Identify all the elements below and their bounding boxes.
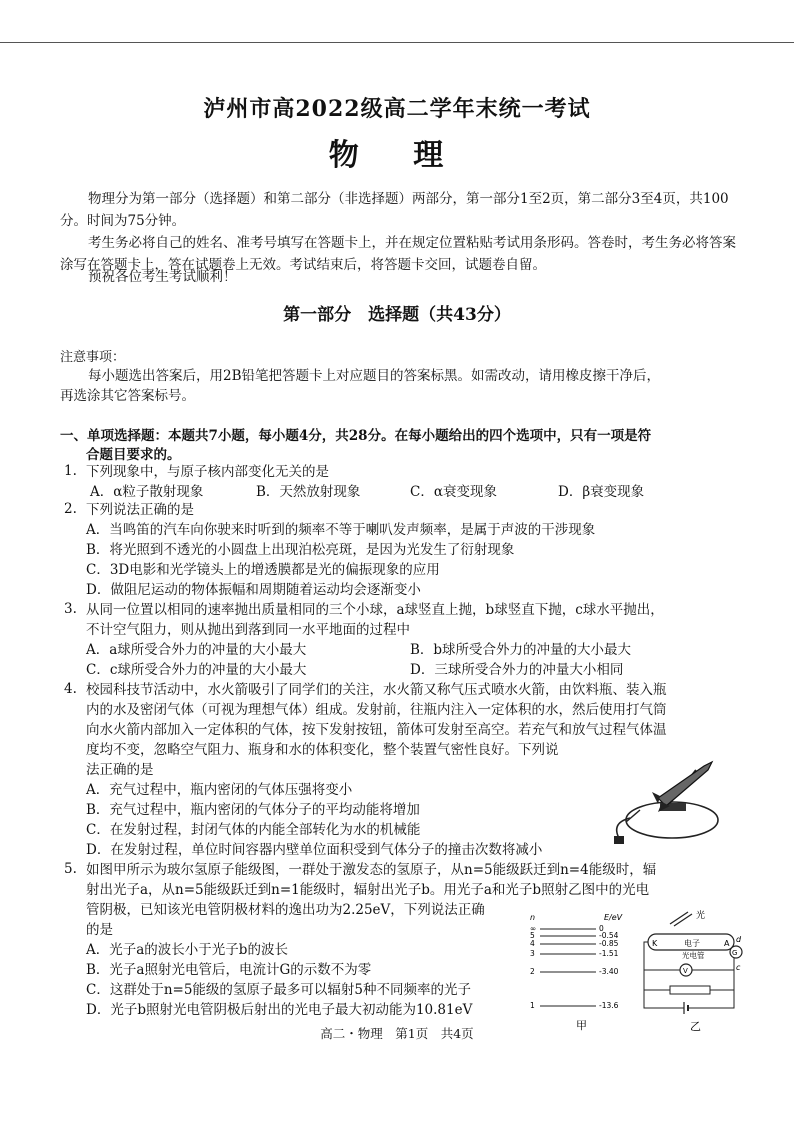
q5-stem-1: 如图甲所示为玻尔氢原子能级图，一群处于激发态的氢原子，从n=5能级跃迁到n=4能级时，辐 xyxy=(86,862,657,878)
voltmeter-label: V xyxy=(683,967,688,975)
electron-label: 电子 xyxy=(684,939,700,948)
q1-option-d: D．β衰变现象 xyxy=(558,484,645,500)
q4-option-d: D．在发射过程，单位时间容器内壁单位面积受到气体分子的撞击次数将减小 xyxy=(86,842,543,858)
q5-stem-4: 的是 xyxy=(86,922,113,938)
level-n-inf: ∞ xyxy=(530,924,537,933)
level-n-5: 5 xyxy=(530,931,535,940)
q2-option-b: B．将光照到不透光的小圆盘上出现泊松亮斑，是因为光发生了衍射现象 xyxy=(86,542,515,558)
q3-option-b: B．b球所受合外力的冲量的大小最大 xyxy=(410,642,632,658)
q2-number: 2. xyxy=(64,501,77,517)
page-footer: 高二・物理 第1页 共4页 xyxy=(320,1026,474,1041)
level-n-3: 3 xyxy=(530,949,535,958)
q3-option-c: C．c球所受合外力的冲量的大小最大 xyxy=(86,662,307,678)
figure-yi-caption: 乙 xyxy=(690,1020,701,1033)
intro-paragraph-1: 物理分为第一部分（选择题）和第二部分（非选择题）两部分，第一部分1至2页，第二部分3至4页，共100分。时间为75分钟。 xyxy=(60,191,729,229)
q5-option-a: A．光子a的波长小于光子b的波长 xyxy=(86,942,288,958)
point-c-label: c xyxy=(736,963,741,972)
q4-stem-3: 向水火箭内部加入一定体积的气体，按下发射按钮，箭体可发射至高空。若充气和放气过程气体温 xyxy=(86,722,667,738)
part1-title: 第一部分 选择题（共43分） xyxy=(283,305,511,325)
notes-line-1: 每小题选出答案后，用2B铅笔把答题卡上对应题目的答案标黑。如需改动，请用橡皮擦干净后， xyxy=(88,368,661,384)
figure-jia-caption: 甲 xyxy=(576,1019,587,1032)
level-e-inf: 0 xyxy=(599,924,604,933)
section1-line-1: 一、单项选择题：本题共7小题，每小题4分，共28分。在每小题给出的四个选项中，只有一项是符 xyxy=(60,428,652,444)
q3-number: 3. xyxy=(64,601,77,617)
notes-heading: 注意事项： xyxy=(60,350,126,365)
water-rocket-illustration xyxy=(600,748,724,850)
q4-stem-1: 校园科技节活动中，水火箭吸引了同学们的关注，水火箭又称气压式喷水火箭，由饮料瓶、装入瓶 xyxy=(86,682,667,698)
q5-option-d: D．光子b照射光电管阴极后射出的光电子最大初动能为10.81eV xyxy=(86,1002,473,1018)
intro-paragraph-3: 预祝各位考生考试顺利！ xyxy=(88,269,237,285)
q3-stem-2: 不计空气阻力，则从抛出到落到同一水平地面的过程中 xyxy=(86,622,410,638)
level-e-4: -0.85 xyxy=(599,939,619,948)
q4-number: 4. xyxy=(64,681,77,697)
notes-line-2: 再选涂其它答案标号。 xyxy=(60,388,195,404)
level-n-4: 4 xyxy=(530,939,535,948)
level-e-3: -1.51 xyxy=(599,949,619,958)
energy-level-diagram xyxy=(528,910,636,1032)
q2-option-a: A．当鸣笛的汽车向你驶来时听到的频率不等于喇叭发声频率，是属于声波的干涉现象 xyxy=(86,522,596,538)
q5-option-b: B．光子a照射光电管后，电流计G的示数不为零 xyxy=(86,962,372,978)
q1-option-b: B．天然放射现象 xyxy=(256,484,361,500)
photoelectric-circuit-diagram xyxy=(640,908,750,1034)
q1-number: 1. xyxy=(64,463,77,479)
level-n-2: 2 xyxy=(530,967,535,976)
level-e-2: -3.40 xyxy=(599,967,619,976)
q4-option-a: A．充气过程中，瓶内密闭的气体压强将变小 xyxy=(86,782,353,798)
subject-title: 物 理 xyxy=(328,138,466,173)
q2-option-c: C．3D电影和光学镜头上的增透膜都是光的偏振现象的应用 xyxy=(86,562,440,578)
q3-option-a: A．a球所受合外力的冲量的大小最大 xyxy=(86,642,307,658)
level-e-1: -13.6 xyxy=(599,1001,619,1010)
q4-option-b: B．充气过程中，瓶内密闭的气体分子的平均动能将增加 xyxy=(86,802,420,818)
q5-stem-2: 射出光子a，从n=5能级跃迁到n=1能级时，辐射出光子b。用光子a和光子b照射乙图中的光电 xyxy=(86,882,650,898)
q1-stem: 下列现象中，与原子核内部变化无关的是 xyxy=(86,464,329,480)
point-d-label: d xyxy=(736,935,742,944)
q5-number: 5. xyxy=(64,861,77,877)
cathode-label: K xyxy=(652,939,658,948)
q4-stem-5: 法正确的是 xyxy=(86,762,154,778)
q3-stem-1: 从同一位置以相同的速率抛出质量相同的三个小球，a球竖直上抛，b球竖直下抛，c球水平抛出， xyxy=(86,602,664,618)
level-e-5: -0.54 xyxy=(599,931,619,940)
q4-stem-4: 度均不变，忽略空气阻力、瓶身和水的体积变化，整个装置气密性良好。下列说 xyxy=(86,742,559,758)
top-border-line xyxy=(0,42,794,43)
tube-label: 光电管 xyxy=(682,951,705,960)
q3-option-d: D．三球所受合外力的冲量大小相同 xyxy=(410,662,624,678)
energy-diagram-n-header: n xyxy=(530,913,536,922)
q2-stem: 下列说法正确的是 xyxy=(86,502,194,518)
q1-option-c: C．α衰变现象 xyxy=(410,484,497,500)
galvanometer-label: G xyxy=(732,949,738,957)
exam-title: 泸州市高2022级高二学年末统一考试 xyxy=(203,96,591,122)
q5-option-c: C．这群处于n=5能级的氢原子最多可以辐射5种不同频率的光子 xyxy=(86,982,472,998)
q4-stem-2: 内的水及密闭气体（可视为理想气体）组成。发射前，往瓶内注入一定体积的水，然后使用打气筒 xyxy=(86,702,667,718)
section1-line-2: 合题目要求的。 xyxy=(86,447,181,463)
q1-option-a: A．α粒子散射现象 xyxy=(90,484,204,500)
anode-label: A xyxy=(724,939,730,948)
intro-paragraph-2: 考生务必将自己的姓名、准考号填写在答题卡上，并在规定位置粘贴考试用条形码。答卷时，考生务必将答案涂写在答题卡上，答在试题卷上无效。考试结束后，将答题卡交回，试题卷自留。 xyxy=(60,235,736,273)
q4-option-c: C．在发射过程，封闭气体的内能全部转化为水的机械能 xyxy=(86,822,421,838)
q5-stem-3: 管阴极，已知该光电管阴极材料的逸出功为2.25eV，下列说法正确 xyxy=(86,902,485,918)
light-label: 光 xyxy=(696,911,706,921)
energy-diagram-e-header: E/eV xyxy=(604,913,623,922)
q2-option-d: D．做阻尼运动的物体振幅和周期随着运动均会逐渐变小 xyxy=(86,582,421,598)
level-n-1: 1 xyxy=(530,1001,535,1010)
